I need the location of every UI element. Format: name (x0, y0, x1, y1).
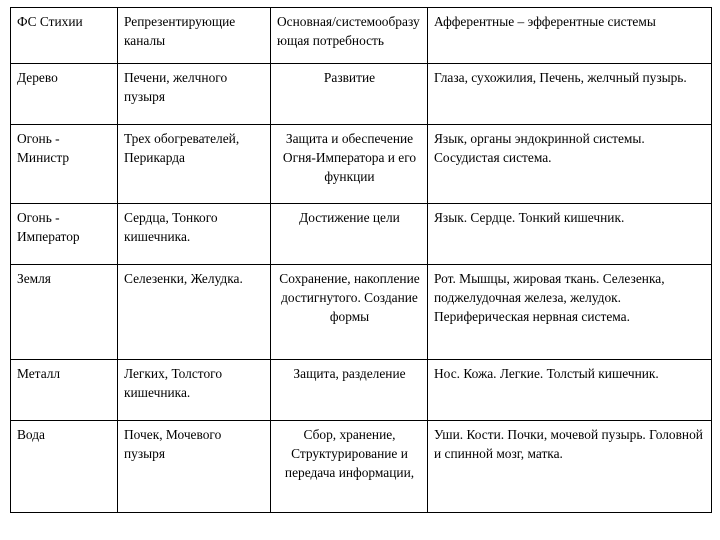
channels-cell: Сердца, Тонкого кишечника. (118, 204, 271, 265)
table-row (11, 421, 712, 513)
table-row (11, 265, 712, 360)
header-cell-systems: Афферентные – эфферентные системы (428, 8, 712, 64)
elements-table (10, 7, 712, 513)
element-cell: Металл (11, 360, 118, 421)
channels-cell: Трех обогревателей, Перикарда (118, 125, 271, 204)
table-row (11, 64, 712, 125)
header-cell-element: ФС Стихии (11, 8, 118, 64)
need-cell: Сохранение, накопление достигнутого. Создание формы (271, 265, 428, 360)
systems-cell: Язык, органы эндокринной системы. Сосудистая система. (428, 125, 712, 204)
header-cell-channels: Репрезентирующие каналы (118, 8, 271, 64)
channels-cell: Легких, Толстого кишечника. (118, 360, 271, 421)
header-cell-need: Основная/системообразующая потребность (271, 8, 428, 64)
systems-cell: Уши. Кости. Почки, мочевой пузырь. Головной и спинной мозг, матка. (428, 421, 712, 513)
element-cell: Огонь - Министр (11, 125, 118, 204)
table-row (11, 204, 712, 265)
systems-cell: Язык. Сердце. Тонкий кишечник. (428, 204, 712, 265)
need-cell: Достижение цели (271, 204, 428, 265)
table-row (11, 360, 712, 421)
element-cell: Вода (11, 421, 118, 513)
channels-cell: Селезенки, Желудка. (118, 265, 271, 360)
channels-cell: Почек, Мочевого пузыря (118, 421, 271, 513)
element-cell: Огонь - Император (11, 204, 118, 265)
need-cell: Защита и обеспечение Огня-Императора и его функции (271, 125, 428, 204)
channels-cell: Печени, желчного пузыря (118, 64, 271, 125)
need-cell: Сбор, хранение, Структурирование и передача информации, (271, 421, 428, 513)
element-cell: Земля (11, 265, 118, 360)
systems-cell: Глаза, сухожилия, Печень, желчный пузырь. (428, 64, 712, 125)
element-cell: Дерево (11, 64, 118, 125)
need-cell: Развитие (271, 64, 428, 125)
systems-cell: Рот. Мышцы, жировая ткань. Селезенка, поджелудочная железа, желудок. Периферическая нервная система. (428, 265, 712, 360)
systems-cell: Нос. Кожа. Легкие. Толстый кишечник. (428, 360, 712, 421)
header-row (11, 8, 712, 64)
need-cell: Защита, разделение (271, 360, 428, 421)
table-row (11, 125, 712, 204)
